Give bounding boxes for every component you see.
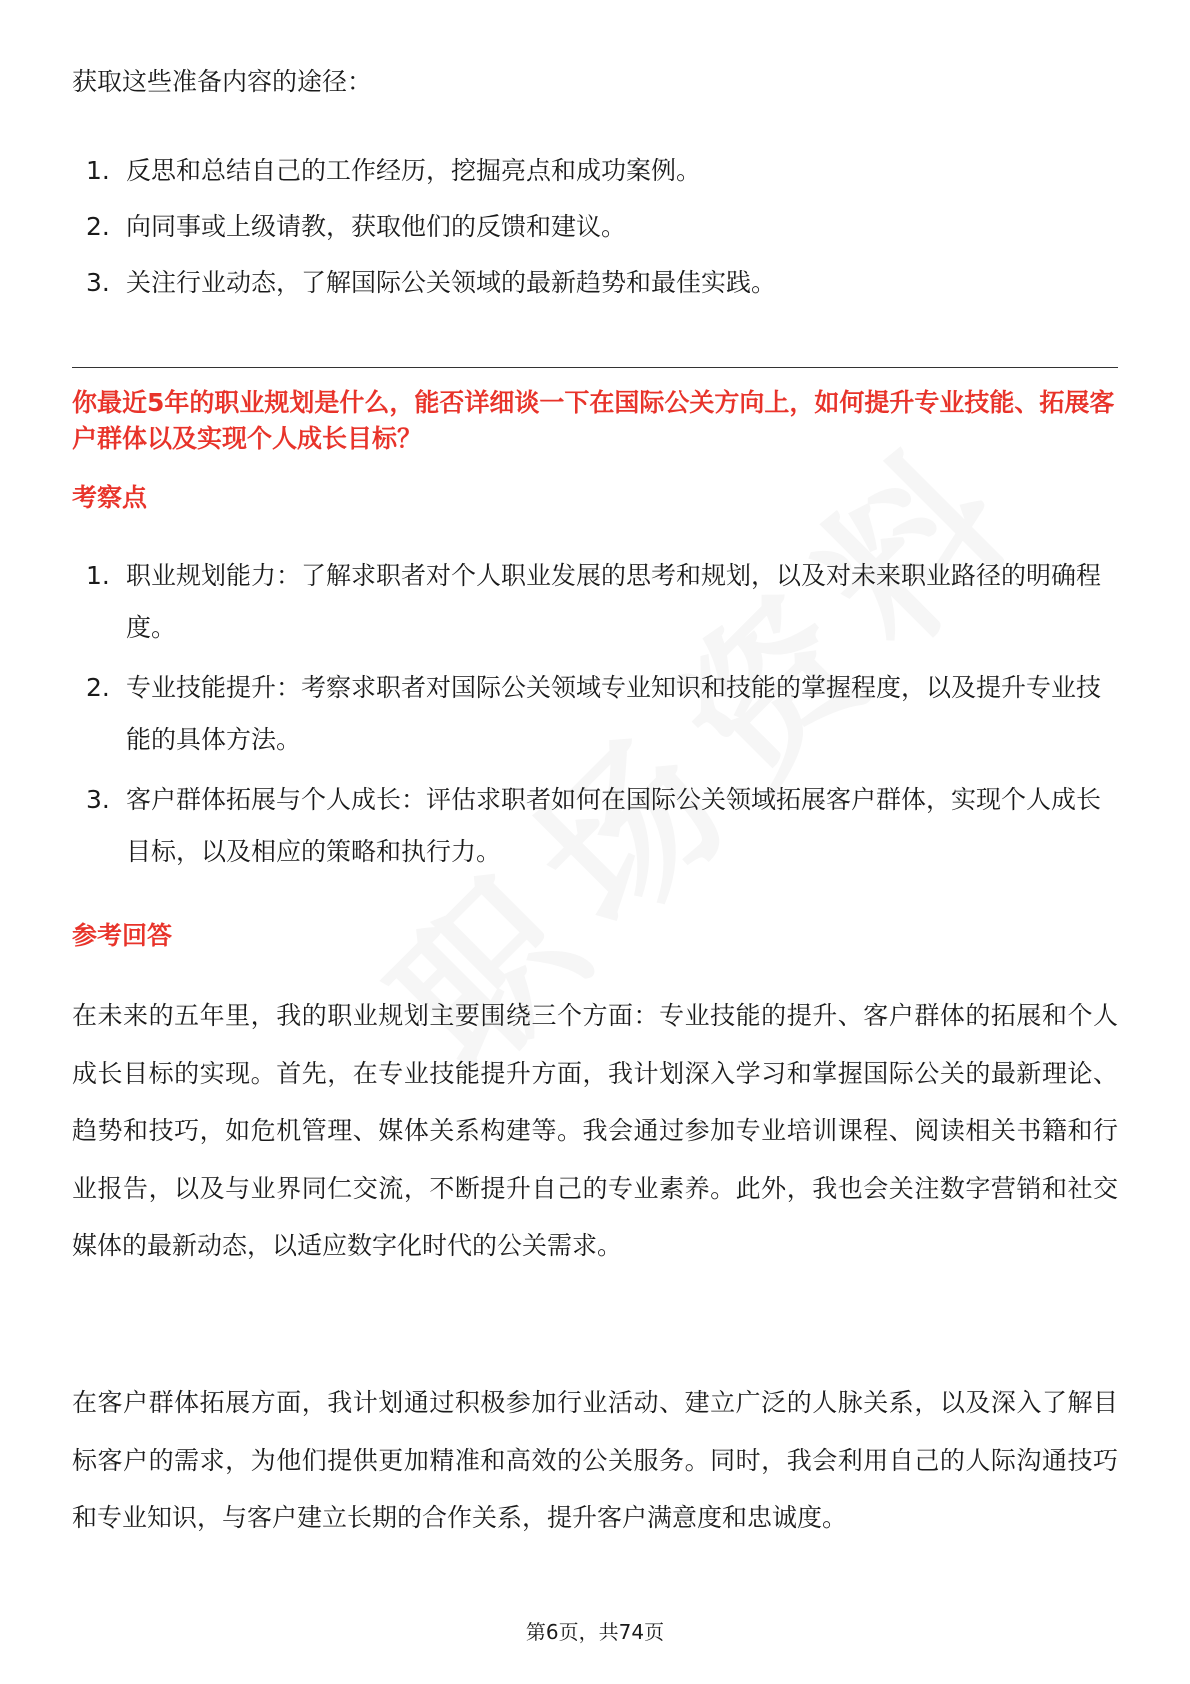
- list-item: [72, 257, 1118, 309]
- list-item-number: 2.: [86, 212, 110, 241]
- reference-answer-heading: 参考回答: [72, 921, 173, 950]
- interview-question: 你最近5年的职业规划是什么，能否详细谈一下在国际公关方向上，如何提升专业技能、拓展客户群体以及实现个人成长目标？: [72, 388, 1115, 453]
- intro-text: 获取这些准备内容的途径：: [72, 67, 373, 96]
- list-item: [72, 774, 1118, 878]
- answer-paragraph: 在客户群体拓展方面，我计划通过积极参加行业活动、建立广泛的人脉关系，以及深入了解目标客户的需求，为他们提供更加精准和高效的公关服务。同时，我会利用自己的人际沟通技巧和专业知识，与客户建立长期的合作关系，提升客户满意度和忠诚度。: [72, 1388, 1118, 1532]
- list-item-number: 3.: [86, 785, 110, 814]
- list-item-text: 职业规划能力：了解求职者对个人职业发展的思考和规划，以及对未来职业路径的明确程度。: [126, 561, 1102, 642]
- list-item-text: 向同事或上级请教，获取他们的反馈和建议。: [126, 212, 627, 241]
- list-item-number: 3.: [86, 268, 110, 297]
- section-divider: [72, 367, 1118, 368]
- list-item-number: 2.: [86, 673, 110, 702]
- preparation-methods-list: [72, 145, 1118, 313]
- list-item: [72, 201, 1118, 253]
- list-item: [72, 145, 1118, 197]
- assessment-points-list: [72, 550, 1118, 886]
- list-item: [72, 550, 1118, 654]
- list-item: [72, 662, 1118, 766]
- answer-paragraph: 在未来的五年里，我的职业规划主要围绕三个方面：专业技能的提升、客户群体的拓展和个人成长目标的实现。首先，在专业技能提升方面，我计划深入学习和掌握国际公关的最新理论、趋势和技巧，如危机管理、媒体关系构建等。我会通过参加专业培训课程、阅读相关书籍和行业报告，以及与业界同仁交流，不断提升自己的专业素养。此外，我也会关注数字营销和社交媒体的最新动态，以适应数字化时代的公关需求。: [72, 1001, 1118, 1260]
- list-item-number: 1.: [86, 156, 110, 185]
- page-footer: 第6页，共74页: [525, 1620, 665, 1644]
- list-item-number: 1.: [86, 561, 110, 590]
- list-item-text: 专业技能提升：考察求职者对国际公关领域专业知识和技能的掌握程度，以及提升专业技能的具体方法。: [126, 673, 1102, 754]
- list-item-text: 客户群体拓展与个人成长：评估求职者如何在国际公关领域拓展客户群体，实现个人成长目标，以及相应的策略和执行力。: [126, 785, 1102, 866]
- assessment-points-heading: 考察点: [72, 483, 148, 512]
- list-item-text: 关注行业动态，了解国际公关领域的最新趋势和最佳实践。: [126, 268, 777, 297]
- document-page: [72, 0, 1118, 1684]
- list-item-text: 反思和总结自己的工作经历，挖掘亮点和成功案例。: [126, 156, 702, 185]
